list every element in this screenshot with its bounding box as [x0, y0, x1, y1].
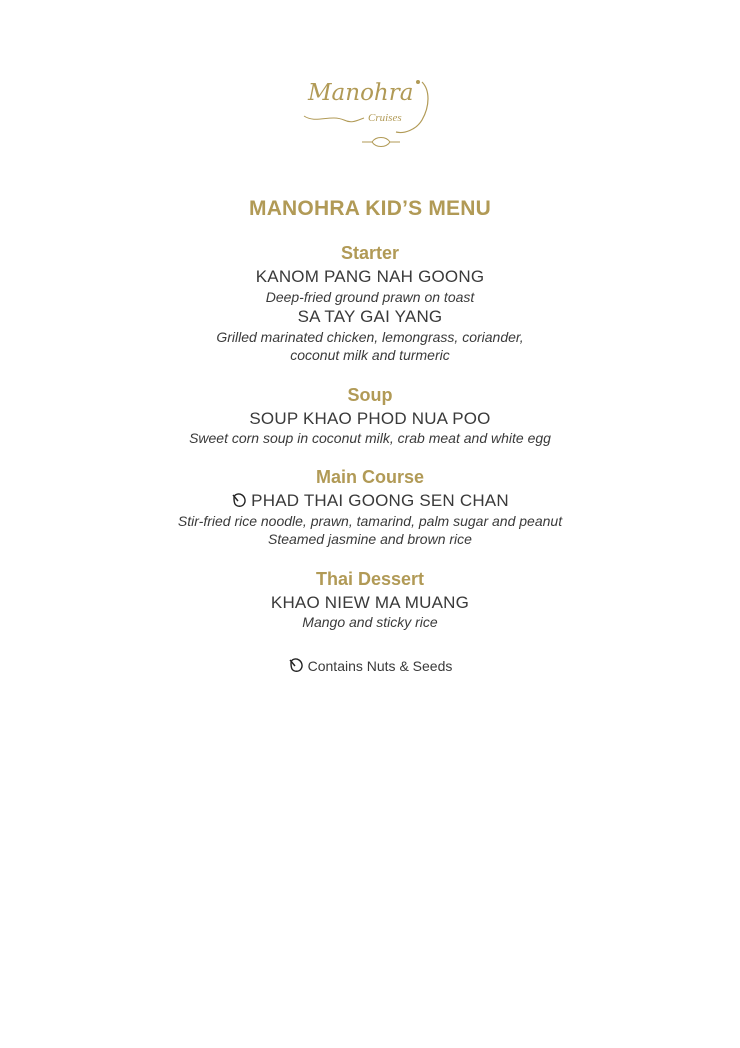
dish-description: Steamed jasmine and brown rice	[268, 531, 472, 547]
dish-name: KANOM PANG NAH GOONG	[255, 267, 485, 286]
dish-description: Deep-fried ground prawn on toast	[265, 289, 475, 305]
nut-icon	[231, 492, 247, 508]
dish-description: Sweet corn soup in coconut milk, crab meat and white egg	[189, 430, 551, 446]
dish-description: Grilled marinated chicken, lemongrass, coriander,	[216, 329, 524, 345]
section-title-thai-dessert: Thai Dessert	[315, 569, 425, 589]
section-title-starter: Starter	[340, 243, 400, 263]
dish-name-with-icon	[0, 491, 740, 511]
allergen-legend	[0, 657, 740, 674]
logo-subtitle: Cruises	[368, 112, 402, 124]
dish-name: SA TAY GAI YANG	[297, 307, 443, 326]
dish-name: KHAO NIEW MA MUANG	[270, 593, 470, 612]
manohra-logo	[300, 76, 440, 158]
section-title-soup: Soup	[347, 385, 393, 405]
dish-description: Stir-fried rice noodle, prawn, tamarind, palm sugar and peanut	[177, 513, 563, 529]
dish-description: Mango and sticky rice	[302, 614, 438, 630]
dish-name: SOUP KHAO PHOD NUA POO	[249, 409, 491, 428]
dish-name: PHAD THAI GOONG SEN CHAN	[251, 491, 509, 510]
logo-name: Manohra	[308, 80, 414, 106]
dish-description: coconut milk and turmeric	[290, 347, 450, 363]
section-title-main-course: Main Course	[315, 467, 425, 487]
menu-title: MANOHRA KID’S MENU	[249, 197, 491, 220]
nut-icon	[288, 657, 304, 673]
legend-text: Contains Nuts & Seeds	[307, 658, 453, 674]
